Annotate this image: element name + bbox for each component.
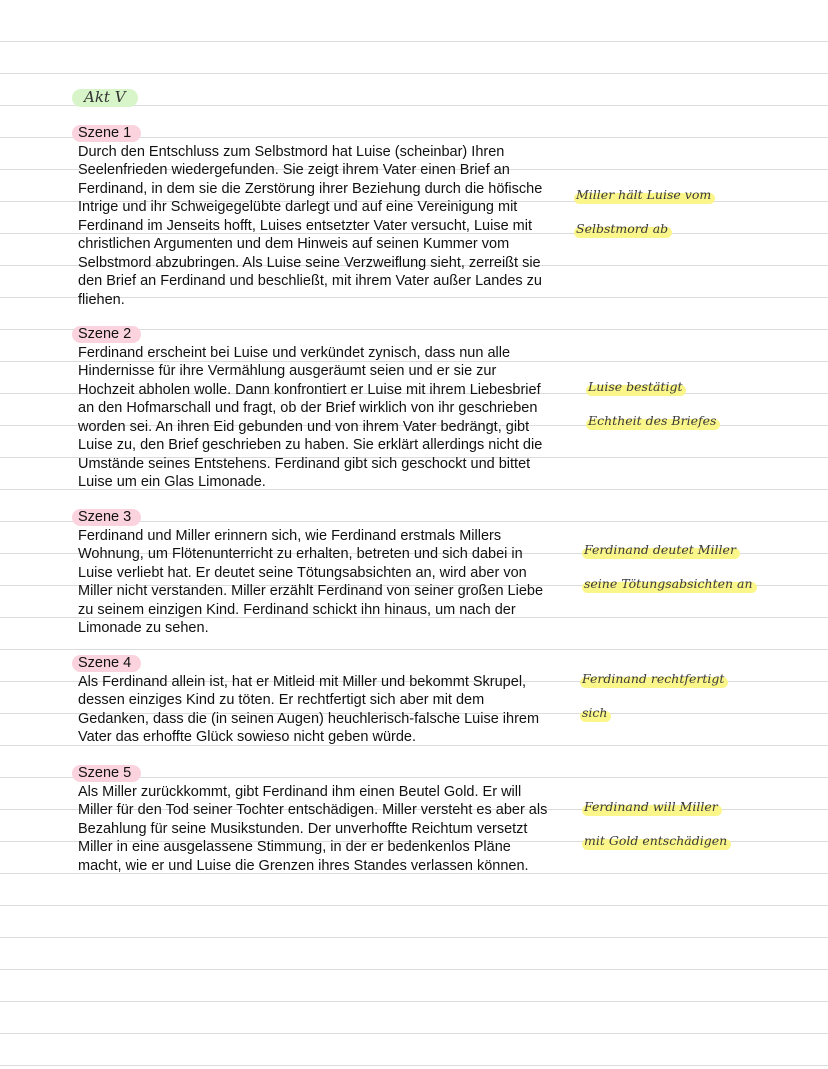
note-line: Luise bestätigt xyxy=(588,379,683,394)
note-line: mit Gold entschädigen xyxy=(584,833,728,848)
scene-section xyxy=(78,508,556,638)
scene-title: Szene 4 xyxy=(78,654,139,673)
scene-title: Szene 2 xyxy=(78,325,139,344)
scene-title: Szene 1 xyxy=(78,124,139,143)
note-line: Ferdinand deutet Miller xyxy=(584,542,736,557)
scene-text: Als Ferdinand allein ist, hat er Mitleid mit Miller und bekommt Skrupel, dessen einziges Kind zu töten. Er rechtfertigt sich aber mit dem Gedanken, dass die (in seinen Augen) heuchlerisch-falsche Luise ihrem Vater das erhoffte Glück sowieso nicht geben würde. xyxy=(78,673,540,745)
note-line: Echtheit des Briefes xyxy=(588,413,717,428)
note-line: Miller hält Luise vom xyxy=(576,187,712,202)
note-line: seine Tötungsabsichten an xyxy=(584,576,753,591)
note-line: Ferdinand will Miller xyxy=(584,799,718,814)
scene-section xyxy=(78,764,556,875)
scene-text: Ferdinand und Miller erinnern sich, wie Ferdinand erstmals Millers Wohnung, um Flötenunterricht zu erhalten, betreten und sich dabei in Luise verliebt hat. Er deutet seine Tötungsabsichten an, wird aber von Miller nicht verstanden. Miller erzählt Ferdinand von seiner großen Liebe zu seinem einzigen Kind. Ferdinand schickt ihn hinaus, um nach der Limonade zu sehen. xyxy=(78,527,544,636)
scene-text: Ferdinand erscheint bei Luise und verkündet zynisch, dass nun alle Hindernisse für ihre Vermählung ausgeräumt seien und er sie zur Hochzeit abholen wolle. Dann konfrontiert er Luise mit ihrem Liebesbrief an den Hofmarschall und fragt, ob der Brief wirklich von ihr geschrieben worden sei. An ihren Eid gebunden und von ihrem Vater bedrängt, gibt Luise zu, den Brief geschrieben zu haben. Sie erklärt allerdings nicht die Umstände seines Entstehens. Ferdinand gibt sich geschockt und bittet Luise um ein Glas Limonade. xyxy=(78,344,543,490)
scene-section xyxy=(78,654,556,747)
scene-section xyxy=(78,124,556,309)
scene-text: Durch den Entschluss zum Selbstmord hat Luise (scheinbar) Ihren Seelenfrieden wiedergefunden. Sie zeigt ihrem Vater einen Brief an Ferdinand, in dem sie die Zerstörung ihrer Beziehung durch die höfische Intrige und ihr Schweigegelübte darlegt und auf eine Vereinigung mit Ferdinand im Jenseits hofft, Luises entsetzter Vater versucht, Luise mit christlichen Argumenten und dem Hinweis auf seinen Kummer vom Selbstmord abzubringen. Als Luise seine Verzweiflung sieht, zerreißt sie den Brief an Ferdinand und beschließt, mit ihrem Vater außer Landes zu fliehen. xyxy=(78,143,543,308)
note-line: sich xyxy=(582,705,608,720)
scene-title: Szene 3 xyxy=(78,508,139,527)
scene-text: Als Miller zurückkommt, gibt Ferdinand ihm einen Beutel Gold. Er will Miller für den Tod seiner Tochter entschädigen. Miller versteht es aber als Bezahlung für seine Musikstunden. Der unverhoffte Reichtum versetzt Miller in eine ausgelassene Stimmung, in der er bedenkenlos Pläne macht, wie er und Luise die Grenzen ihres Standes verlassen können. xyxy=(78,783,548,874)
note-line: Selbstmord ab xyxy=(576,221,669,236)
act-heading xyxy=(72,86,142,110)
scene-title: Szene 5 xyxy=(78,764,139,783)
act-heading-text: Akt V xyxy=(84,88,126,106)
scene-section xyxy=(78,325,556,492)
note-line: Ferdinand rechtfertigt xyxy=(582,671,725,686)
